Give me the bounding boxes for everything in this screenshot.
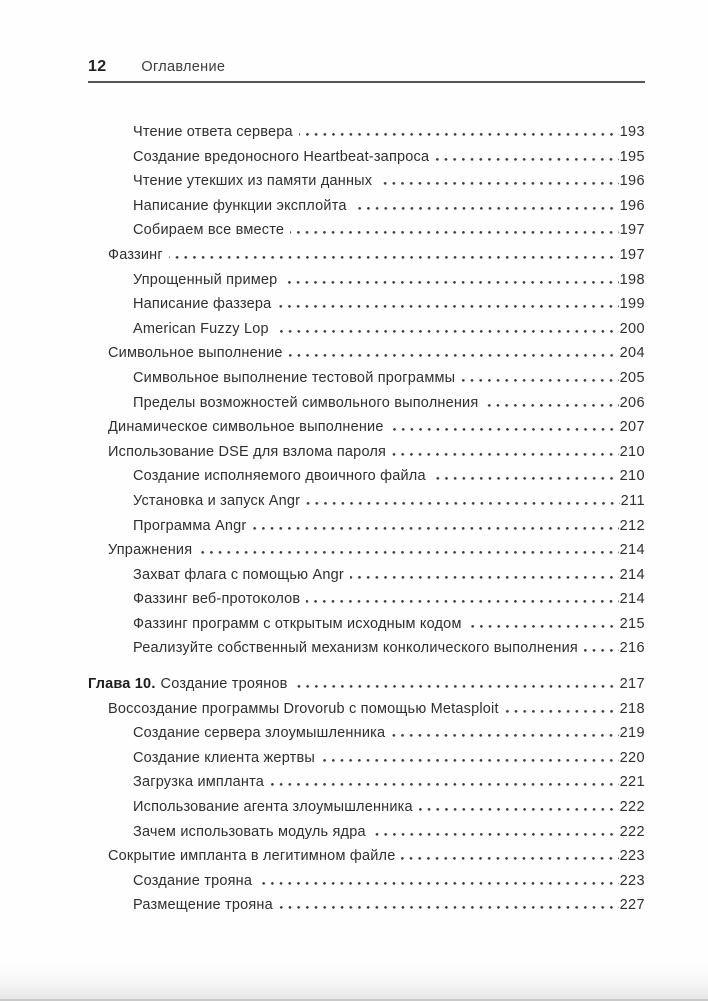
toc-entry — [88, 268, 645, 293]
entry-title: Символьное выполнение тестовой программы — [133, 369, 456, 386]
entry-text — [133, 391, 478, 416]
toc-entry — [88, 366, 645, 391]
entry-text — [133, 563, 344, 588]
entry-title: Написание фаззера — [133, 296, 272, 313]
entry-page-number: 206 — [619, 394, 645, 411]
entry-title: Размещение трояна — [133, 897, 273, 914]
toc-entry — [88, 563, 645, 588]
entry-page-number: 221 — [619, 774, 645, 791]
entry-title: Упражнения — [108, 542, 193, 559]
toc-entry — [88, 341, 645, 366]
entry-page-number: 204 — [619, 345, 645, 362]
entry-title: Символьное выполнение — [108, 345, 283, 362]
entry-page-number: 214 — [619, 542, 645, 559]
toc-entry — [88, 612, 645, 637]
entry-text — [133, 292, 271, 317]
entry-page-number: 199 — [619, 296, 645, 313]
dot-leader — [198, 551, 618, 554]
dot-leader — [401, 857, 618, 860]
entry-page-number: 196 — [619, 197, 645, 214]
toc-entry — [88, 636, 645, 661]
toc-entry — [88, 440, 645, 465]
toc-entry — [88, 587, 645, 612]
entry-text — [133, 218, 284, 243]
toc-entry — [88, 672, 645, 697]
entry-text — [133, 489, 300, 514]
toc-entry — [88, 218, 645, 243]
entry-title: Создание вредоносного Heartbeat-запроса — [133, 148, 430, 165]
toc-entry — [88, 820, 645, 845]
dot-leader — [277, 305, 618, 308]
toc-entry — [88, 292, 645, 317]
entry-title: Установка и запуск Angr — [133, 492, 301, 509]
entry-page-number: 227 — [619, 897, 645, 914]
dot-leader — [484, 404, 618, 407]
dot-leader — [372, 833, 619, 836]
toc-entry — [88, 721, 645, 746]
entry-page-number: 222 — [619, 823, 645, 840]
entry-page-number: 220 — [619, 749, 645, 766]
dot-leader — [252, 527, 618, 530]
entry-title: Фаззинг — [108, 246, 163, 263]
entry-page-number: 219 — [619, 725, 645, 742]
entry-text — [88, 672, 288, 697]
running-title: Оглавление — [141, 59, 226, 75]
dot-leader — [350, 576, 619, 579]
entry-title: Использование DSE для взлома пароля — [108, 443, 387, 460]
dot-leader — [306, 502, 619, 505]
entry-text — [133, 169, 372, 194]
dot-leader — [275, 330, 619, 333]
entry-text — [133, 514, 246, 539]
entry-text — [133, 893, 273, 918]
entry-page-number: 197 — [619, 222, 645, 239]
entry-text — [108, 415, 384, 440]
dot-leader — [584, 649, 619, 652]
entry-title: Зачем использовать модуль ядра — [133, 823, 366, 840]
dot-leader — [299, 133, 619, 136]
entry-title: American Fuzzy Lop — [133, 320, 269, 337]
entry-page-number: 195 — [619, 148, 645, 165]
entry-page-number: 214 — [619, 591, 645, 608]
dot-leader — [283, 281, 618, 284]
entry-page-number: 210 — [619, 443, 645, 460]
entry-page-number: 197 — [619, 246, 645, 263]
entry-title: Использование агента злоумышленника — [133, 799, 413, 816]
entry-page-number: 212 — [619, 517, 645, 534]
entry-text — [133, 145, 429, 170]
entry-text — [133, 194, 347, 219]
toc-entry — [88, 746, 645, 771]
entry-text — [108, 243, 163, 268]
dot-leader — [505, 710, 619, 713]
chapter-number-prefix: Глава 10. — [88, 676, 156, 693]
entry-page-number: 217 — [619, 676, 645, 693]
toc-entry — [88, 489, 645, 514]
dot-leader — [468, 625, 619, 628]
toc-entry — [88, 194, 645, 219]
entry-text — [133, 366, 455, 391]
entry-page-number: 222 — [619, 799, 645, 816]
entry-text — [133, 317, 269, 342]
entry-title: Чтение утекших из памяти данных — [133, 173, 373, 190]
toc-entry — [88, 770, 645, 795]
entry-page-number: 200 — [619, 320, 645, 337]
dot-leader — [378, 182, 618, 185]
entry-title: Пределы возможностей символьного выполнения — [133, 394, 479, 411]
toc-entry — [88, 795, 645, 820]
toc-entry — [88, 120, 645, 145]
toc-entry — [88, 145, 645, 170]
entry-page-number: 193 — [619, 124, 645, 140]
toc-entry — [88, 844, 645, 869]
dot-leader — [306, 600, 618, 603]
dot-leader — [294, 685, 619, 688]
entry-page-number: 210 — [619, 468, 645, 485]
toc-entry — [88, 697, 645, 722]
entry-page-number: 223 — [619, 848, 645, 865]
entry-text — [133, 268, 277, 293]
dot-leader — [435, 158, 618, 161]
page-number: 12 — [88, 58, 107, 75]
dot-leader — [391, 734, 618, 737]
dot-leader — [289, 354, 619, 357]
dot-leader — [169, 256, 619, 259]
entry-title: Написание функции эксплойта — [133, 197, 347, 214]
entry-text — [108, 341, 283, 366]
entry-page-number: 207 — [619, 419, 645, 436]
entry-page-number: 211 — [620, 492, 645, 509]
entry-text — [108, 538, 192, 563]
toc-entry — [88, 464, 645, 489]
toc-entry — [88, 514, 645, 539]
dot-leader — [270, 783, 619, 786]
entry-page-number: 223 — [619, 872, 645, 889]
entry-page-number: 198 — [619, 271, 645, 288]
table-of-contents — [88, 120, 645, 918]
entry-title: Захват флага с помощью Angr — [133, 566, 344, 583]
entry-text — [133, 464, 426, 489]
entry-text — [108, 697, 499, 722]
toc-entry — [88, 243, 645, 268]
entry-title: Создание клиента жертвы — [133, 749, 316, 766]
entry-page-number: 216 — [619, 640, 645, 657]
dot-leader — [279, 906, 619, 909]
entry-text — [108, 844, 395, 869]
entry-title: Создание троянов — [160, 676, 288, 693]
toc-entry — [88, 169, 645, 194]
entry-text — [133, 612, 462, 637]
toc-entry — [88, 317, 645, 342]
entry-page-number: 205 — [619, 369, 645, 386]
entry-text — [133, 820, 366, 845]
dot-leader — [432, 477, 619, 480]
entry-text — [133, 587, 300, 612]
entry-title: Динамическое символьное выполнение — [108, 419, 384, 436]
entry-title: Реализуйте собственный механизм конколического выполнения — [133, 640, 578, 657]
dot-leader — [321, 759, 619, 762]
entry-title: Воссоздание программы Drovorub с помощью Metasploit — [108, 700, 499, 717]
entry-title: Собираем все вместе — [133, 222, 285, 239]
page-bottom-edge — [0, 961, 708, 1001]
entry-text — [133, 721, 385, 746]
entry-page-number: 218 — [619, 700, 645, 717]
entry-title: Фаззинг веб-протоколов — [133, 591, 301, 608]
dot-leader — [290, 231, 618, 234]
entry-title: Создание трояна — [133, 872, 253, 889]
entry-text — [133, 120, 293, 145]
dot-leader — [258, 882, 618, 885]
entry-title: Фаззинг программ с открытым исходным кодом — [133, 615, 462, 632]
toc-entry — [88, 893, 645, 918]
header-rule — [88, 81, 645, 83]
dot-leader — [390, 428, 619, 431]
dot-leader — [461, 379, 618, 382]
page-header — [88, 58, 645, 76]
entry-title: Создание исполняемого двоичного файла — [133, 468, 426, 485]
dot-leader — [419, 808, 619, 811]
entry-text — [133, 746, 315, 771]
entry-title: Загрузка импланта — [133, 774, 265, 791]
entry-page-number: 214 — [619, 566, 645, 583]
entry-title: Сокрытие импланта в легитимном файле — [108, 848, 396, 865]
dot-leader — [353, 207, 619, 210]
toc-entry — [88, 538, 645, 563]
toc-entry — [88, 391, 645, 416]
entry-text — [133, 636, 578, 661]
entry-page-number: 215 — [619, 615, 645, 632]
entry-title: Программа Angr — [133, 517, 247, 534]
toc-entry — [88, 869, 645, 894]
entry-page-number: 196 — [619, 173, 645, 190]
entry-text — [133, 795, 413, 820]
entry-title: Чтение ответа сервера — [133, 124, 293, 140]
dot-leader — [392, 453, 618, 456]
toc-entry — [88, 415, 645, 440]
entry-text — [133, 869, 252, 894]
entry-text — [133, 770, 264, 795]
entry-text — [108, 440, 386, 465]
entry-title: Создание сервера злоумышленника — [133, 725, 386, 742]
entry-title: Упрощенный пример — [133, 271, 278, 288]
